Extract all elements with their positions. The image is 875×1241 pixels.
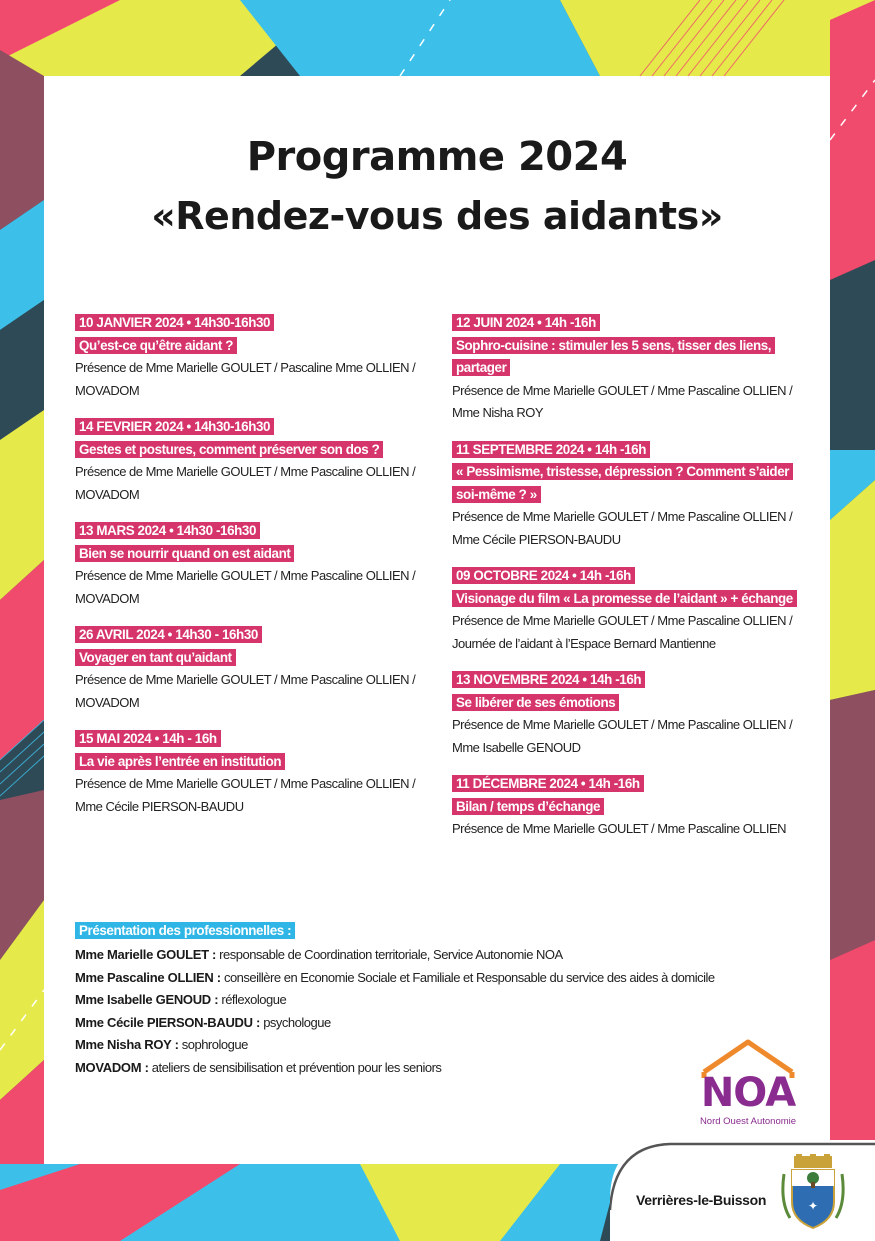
event-desc: Présence de Mme Marielle GOULET / Mme Pascaline OLLIEN — [452, 821, 787, 836]
event-topic: soi-même ? » — [452, 486, 541, 503]
event-item — [452, 439, 824, 552]
event-topic: Bilan / temps d’échange — [452, 798, 604, 815]
event-desc: MOVADOM — [75, 694, 140, 710]
event-date: 11 SEPTEMBRE 2024 • 14h -16h — [452, 441, 650, 458]
program-card — [44, 76, 830, 1164]
presenter-role: sophrologue — [178, 1037, 248, 1052]
presenter-name: Mme Cécile PIERSON-BAUDU : — [75, 1014, 261, 1030]
svg-text:✦: ✦ — [807, 1199, 819, 1213]
event-date: 13 NOVEMBRE 2024 • 14h -16h — [452, 671, 645, 688]
event-desc: Présence de Mme Marielle GOULET / Mme Pascaline OLLIEN / — [75, 568, 416, 583]
event-desc: Mme Nisha ROY — [452, 405, 544, 420]
event-desc: Présence de Mme Marielle GOULET / Mme Pascaline OLLIEN / — [75, 672, 416, 687]
presenter-role: psychologue — [260, 1014, 331, 1030]
presenter-row — [75, 1012, 815, 1035]
event-topic: Bien se nourrir quand on est aidant — [75, 545, 294, 562]
presenter-row — [75, 967, 815, 990]
event-item — [452, 312, 824, 425]
event-topic: La vie après l’entrée en institution — [75, 753, 285, 770]
event-desc: Présence de Mme Marielle GOULET / Mme Pascaline OLLIEN / — [452, 613, 793, 628]
events-right-column — [452, 312, 824, 855]
event-date: 15 MAI 2024 • 14h - 16h — [75, 730, 221, 747]
event-item — [452, 773, 824, 841]
event-topic: Se libérer de ses émotions — [452, 694, 619, 711]
presenter-name: Mme Pascaline OLLIEN : — [75, 969, 221, 985]
event-desc: Mme Cécile PIERSON-BAUDU — [452, 531, 621, 547]
logo-text: NOA — [700, 1070, 796, 1116]
events-left-column — [75, 312, 420, 832]
event-item — [452, 669, 824, 759]
coat-of-arms-icon — [780, 1154, 846, 1230]
event-topic: Voyager en tant qu’aidant — [75, 649, 236, 666]
presentation-heading: Présentation des professionnelles : — [75, 922, 295, 939]
presenter-role: réflexologue — [218, 992, 287, 1007]
event-topic: Gestes et postures, comment préserver son dos ? — [75, 441, 383, 458]
event-item — [75, 728, 420, 818]
event-desc: Mme Cécile PIERSON-BAUDU — [75, 798, 244, 814]
event-topic: Sophro-cuisine : stimuler les 5 sens, tisser des liens, — [452, 337, 775, 354]
event-desc: Journée de l’aidant à l’Espace Bernard Mantienne — [452, 635, 716, 651]
event-item — [452, 565, 824, 655]
presenter-role: responsable de Coordination territoriale, Service Autonomie NOA — [216, 947, 563, 962]
event-date: 13 MARS 2024 • 14h30 -16h30 — [75, 522, 260, 539]
event-desc: Présence de Mme Marielle GOULET / Mme Pascaline OLLIEN / — [452, 717, 793, 732]
logo-subtitle: Nord Ouest Autonomie — [699, 1116, 797, 1127]
event-desc: Présence de Mme Marielle GOULET / Mme Pascaline OLLIEN / — [452, 509, 793, 524]
event-desc: MOVADOM — [75, 382, 140, 398]
event-item — [75, 520, 420, 610]
event-item — [75, 312, 420, 402]
event-desc: Mme Isabelle GENOUD — [452, 739, 581, 755]
event-item — [75, 624, 420, 714]
event-desc: MOVADOM — [75, 486, 140, 502]
event-topic: Visionage du film « La promesse de l’aidant » + échange — [452, 590, 797, 607]
event-item — [75, 416, 420, 506]
event-date: 09 OCTOBRE 2024 • 14h -16h — [452, 567, 635, 584]
presenter-row — [75, 989, 815, 1012]
event-desc: Présence de Mme Marielle GOULET / Pascaline Mme OLLIEN / — [75, 360, 416, 375]
presenter-role: ateliers de sensibilisation et prévention pour les seniors — [148, 1059, 442, 1075]
presenter-name: MOVADOM : — [75, 1059, 149, 1075]
presenter-name: Mme Nisha ROY : — [75, 1037, 179, 1052]
page-subtitle: «Rendez-vous des aidants» — [151, 194, 723, 238]
presenter-row — [75, 944, 815, 967]
event-topic: partager — [452, 359, 510, 376]
event-date: 11 DÉCEMBRE 2024 • 14h -16h — [452, 775, 644, 792]
event-date: 26 AVRIL 2024 • 14h30 - 16h30 — [75, 626, 262, 643]
event-desc: Présence de Mme Marielle GOULET / Mme Pascaline OLLIEN / — [452, 382, 793, 398]
event-topic: « Pessimisme, tristesse, dépression ? Comment s’aider — [452, 463, 793, 480]
event-date: 14 FEVRIER 2024 • 14h30-16h30 — [75, 418, 274, 435]
event-desc: MOVADOM — [75, 590, 140, 606]
presenter-name: Mme Marielle GOULET : — [75, 947, 217, 962]
town-badge — [610, 1140, 875, 1241]
presenter-name: Mme Isabelle GENOUD : — [75, 992, 219, 1007]
event-desc: Présence de Mme Marielle GOULET / Mme Pascaline OLLIEN / — [75, 776, 416, 791]
town-name: Verrières-le-Buisson — [636, 1192, 767, 1208]
event-date: 12 JUIN 2024 • 14h -16h — [452, 314, 600, 331]
page-title: Programme 2024 — [246, 134, 628, 180]
event-date: 10 JANVIER 2024 • 14h30-16h30 — [75, 314, 274, 331]
event-desc: Présence de Mme Marielle GOULET / Mme Pascaline OLLIEN / — [75, 464, 416, 479]
noa-logo — [692, 1038, 804, 1128]
event-topic: Qu’est-ce qu’être aidant ? — [75, 337, 237, 354]
presenter-role: conseillère en Economie Sociale et Familiale et Responsable du service des aides à domicile — [220, 969, 715, 985]
